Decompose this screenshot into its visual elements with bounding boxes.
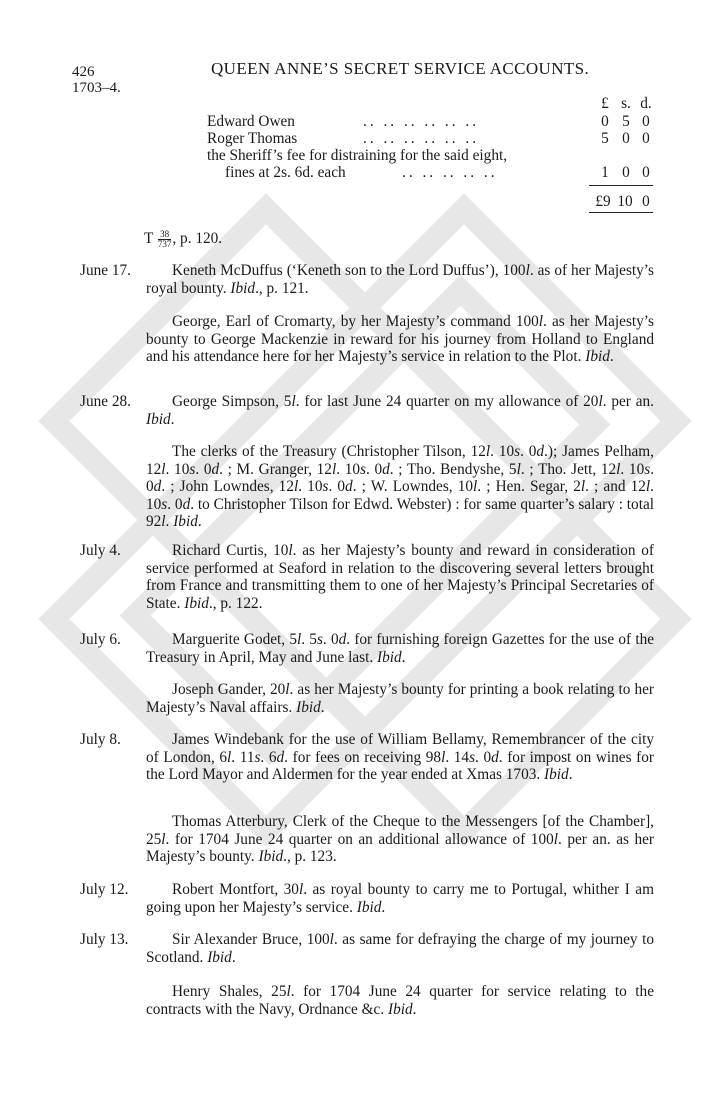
entry-text: Joseph Gander, 20l. as her Majesty’s bounty for printing a book relating to her Majesty’s Naval affairs. Ibid.: [146, 681, 654, 716]
entry-date: July 13.: [80, 931, 129, 948]
entry-date: July 8.: [80, 731, 121, 748]
page-number: 426: [72, 64, 95, 80]
dot-leader: .. .. .. .. .. ..: [363, 113, 480, 130]
entry-text: Robert Montfort, 30l. as royal bounty to carry me to Portugal, whither I am going upon her Majesty’s service. Ibid.: [146, 881, 654, 916]
entry-date: July 12.: [80, 881, 129, 898]
citation-fraction: [158, 230, 172, 249]
pounds-header: £: [601, 95, 609, 112]
citation-prefix: T: [144, 230, 154, 247]
entry-text: Keneth McDuffus (‘Keneth son to the Lord Duffus’), 100l. as of her Majesty’s royal bounty. Ibid., p. 121.: [146, 262, 655, 297]
entry-text: James Windebank for the use of William Bellamy, Remembrancer of the city of London, 6l. 11s. 6d. for fees on receiving 98l. 14s. 0d. for impost on wines for the Lord Mayor and Aldermen for the year ended at Xmas 1703. Ibid.: [146, 731, 654, 783]
entry-text: The clerks of the Treasury (Christopher Tilson, 12l. 10s. 0d.); James Pelham, 12l. 10s. 0d. ; M. Granger, 12l. 10s. 0d. ; Tho. Bendyshe, 5l. ; Tho. Jett, 12l. 10s. 0d. ; John Lowndes, 12l. 10s. 0d. ; W. Lowndes, 10l. ; Hen. Segar, 2l. ; and 12l. 10s. 0d. to Christopher Tilson for Edwd. Webster) : for same quarter’s salary : total 92l. Ibid.: [146, 443, 655, 530]
entry-text: Marguerite Godet, 5l. 5s. 0d. for furnishing foreign Gazettes for the use of the Treasury in April, May and June last. Ibid.: [146, 631, 655, 666]
entry-text: George, Earl of Cromarty, by her Majesty’s command 100l. as her Majesty’s bounty to George Mackenzie in reward for his journey from Holland to England and his attendance here for her Majesty’s service in relation to the Plot. Ibid.: [146, 313, 654, 365]
dot-leader: .. .. .. .. ..: [402, 164, 498, 181]
total-rule: [589, 212, 653, 213]
entry-text: George Simpson, 5l. for last June 24 quarter on my allowance of 20l. per an. Ibid.: [146, 393, 654, 428]
sheriff-fee-text: the Sheriff’s fee for distraining for the said eight,: [207, 147, 508, 164]
entry-date: July 6.: [80, 631, 121, 648]
account-row: [207, 113, 657, 130]
amount-shillings: 0: [622, 130, 630, 147]
amount-shillings: 0: [622, 164, 630, 181]
total-pounds: £9: [595, 193, 611, 210]
amount-pence: 0: [642, 130, 650, 147]
amount-pounds: 0: [601, 113, 609, 130]
entry-text: Henry Shales, 25l. for 1704 June 24 quarter for service relating to the contracts with the Navy, Ordnance &c. Ibid.: [146, 983, 654, 1018]
citation-reference: [144, 230, 222, 249]
citation-denominator: 737: [157, 239, 172, 249]
running-head: QUEEN ANNE’S SECRET SERVICE ACCOUNTS.: [211, 59, 590, 78]
total-rule: [589, 185, 653, 186]
shillings-header: s.: [621, 95, 631, 112]
account-row: [207, 130, 657, 147]
sheriff-fee-line: [207, 164, 657, 181]
entry-text: Richard Curtis, 10l. as her Majesty’s bounty and reward in consideration of service performed at Seaford in relation to the discovering several letters brought from France and transmitting them to one of her Majesty’s Principal Secretaries of State. Ibid., p. 122.: [146, 542, 654, 612]
amount-pence: 0: [642, 164, 650, 181]
year-range: 1703–4.: [72, 80, 121, 96]
account-name: Roger Thomas: [207, 130, 298, 147]
pence-header: d.: [640, 95, 652, 112]
amount-shillings: 5: [622, 113, 630, 130]
sheriff-fee-line: [207, 147, 657, 164]
entry-date: July 4.: [80, 542, 121, 559]
total-shillings: 10: [617, 193, 633, 210]
account-name: Edward Owen: [207, 113, 295, 130]
sheriff-fee-text: fines at 2s. 6d. each: [225, 164, 346, 181]
dot-leader: .. .. .. .. .. ..: [363, 130, 480, 147]
entry-text: Thomas Atterbury, Clerk of the Cheque to the Messengers [of the Chamber], 25l. for 1704 June 24 quarter on an additional allowance of 100l. per an. as her Majesty’s bounty. Ibid., p. 123.: [146, 813, 654, 865]
amount-pence: 0: [642, 113, 650, 130]
total-row: [207, 193, 657, 210]
entry-date: June 28.: [80, 393, 131, 410]
entry-text: Sir Alexander Bruce, 100l. as same for defraying the charge of my journey to Scotland. Ibid.: [146, 931, 654, 966]
citation-numerator: 38: [158, 230, 172, 240]
citation-suffix: , p. 120.: [172, 230, 223, 247]
total-pence: 0: [642, 193, 650, 210]
currency-header-row: [207, 95, 657, 112]
amount-pounds: 1: [601, 164, 609, 181]
amount-pounds: 5: [601, 130, 609, 147]
entry-date: June 17.: [80, 262, 131, 279]
